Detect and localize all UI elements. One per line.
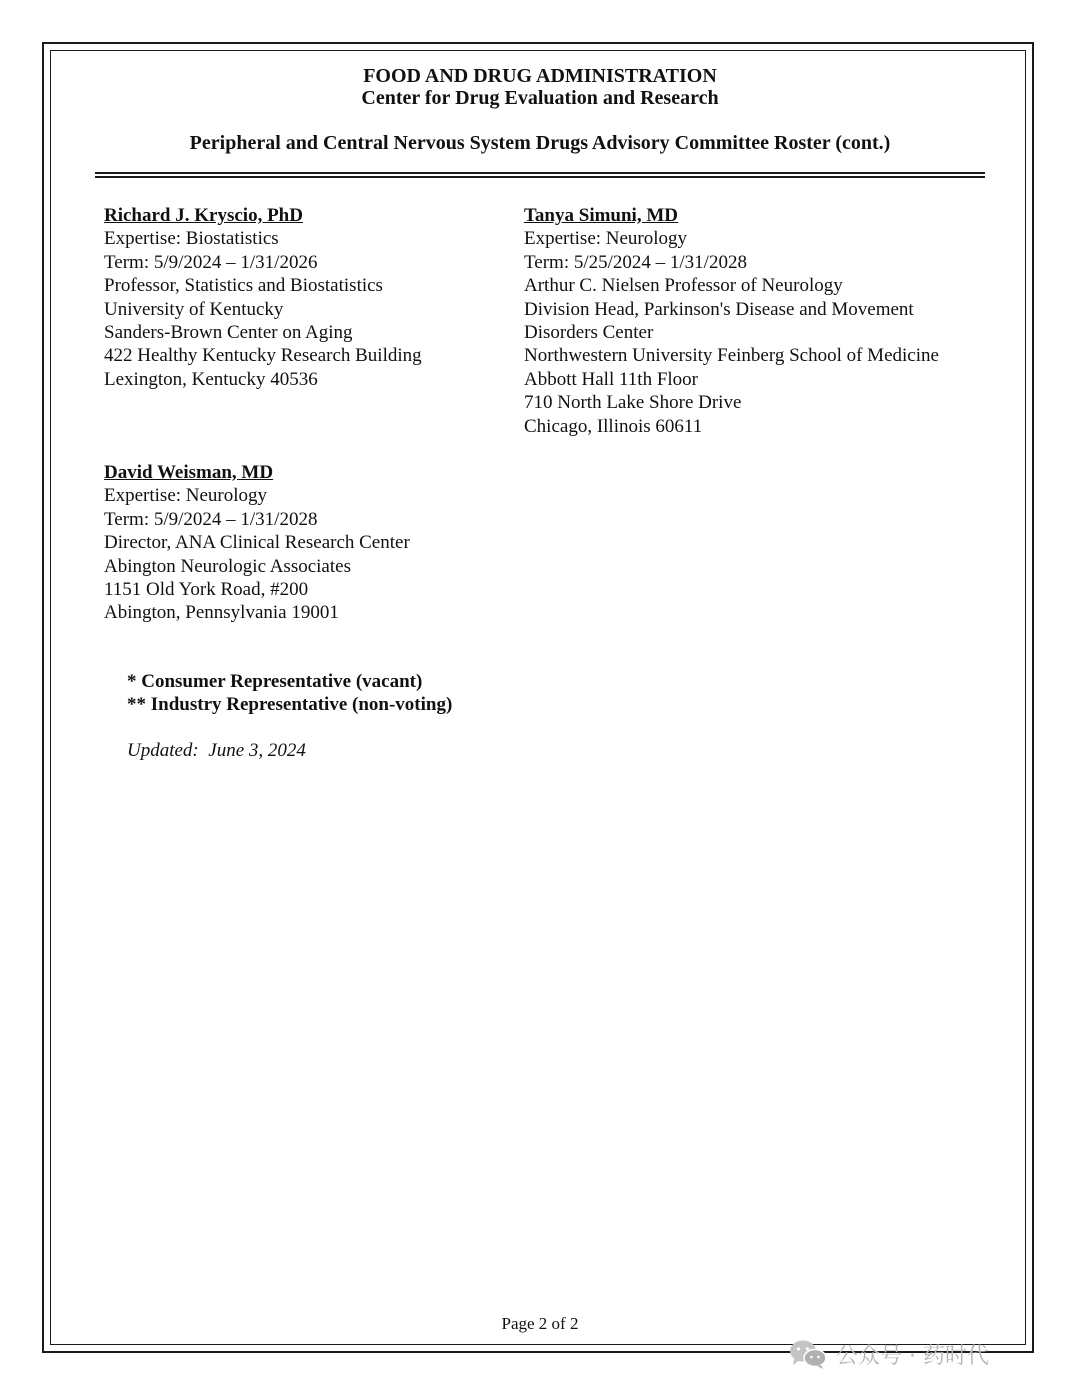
member-line: 422 Healthy Kentucky Research Building: [104, 345, 422, 367]
member-expertise: Expertise: Neurology: [104, 485, 268, 507]
member-term: Term: 5/9/2024 – 1/31/2026: [104, 251, 318, 273]
member-line: 710 North Lake Shore Drive: [524, 392, 742, 414]
member-line: Chicago, Illinois 60611: [524, 415, 703, 437]
member-line: Division Head, Parkinson's Disease and Movement: [524, 298, 914, 320]
member-simuni: [524, 204, 939, 438]
representative-notes: [127, 670, 452, 717]
member-term: Term: 5/25/2024 – 1/31/2028: [524, 251, 747, 273]
member-line: Abington, Pennsylvania 19001: [104, 602, 339, 624]
member-line: Abbott Hall 11th Floor: [524, 368, 698, 390]
member-term: Term: 5/9/2024 – 1/31/2028: [104, 508, 318, 530]
member-line: Arthur C. Nielsen Professor of Neurology: [524, 275, 843, 297]
member-line: 1151 Old York Road, #200: [104, 579, 309, 601]
committee-title: Peripheral and Central Nervous System Drugs Advisory Committee Roster (cont.): [189, 132, 891, 154]
member-line: Disorders Center: [524, 322, 654, 344]
watermark: [788, 1336, 989, 1372]
member-line: Sanders-Brown Center on Aging: [104, 322, 353, 344]
consumer-representative-note: * Consumer Representative (vacant): [127, 671, 423, 692]
member-line: Northwestern University Feinberg School of Medicine: [524, 345, 939, 367]
member-line: Director, ANA Clinical Research Center: [104, 532, 410, 554]
member-expertise: Expertise: Neurology: [524, 228, 688, 250]
member-weisman: [104, 461, 410, 625]
page-number: Page 2 of 2: [501, 1314, 579, 1333]
wechat-icon: [788, 1338, 828, 1370]
member-line: Lexington, Kentucky 40536: [104, 368, 318, 390]
center-title: Center for Drug Evaluation and Research: [361, 87, 719, 109]
member-kryscio: [104, 204, 422, 391]
watermark-text: 公众号 · 药时代: [836, 1343, 989, 1369]
member-line: University of Kentucky: [104, 298, 284, 320]
member-name: Richard J. Kryscio, PhD: [104, 205, 303, 226]
member-line: Professor, Statistics and Biostatistics: [104, 275, 383, 297]
member-name: Tanya Simuni, MD: [524, 205, 678, 226]
member-name: David Weisman, MD: [104, 462, 274, 483]
member-expertise: Expertise: Biostatistics: [104, 228, 279, 250]
industry-representative-note: ** Industry Representative (non-voting): [127, 694, 453, 716]
header-divider-bottom: [95, 176, 985, 178]
agency-title: FOOD AND DRUG ADMINISTRATION: [363, 65, 717, 87]
updated-date: Updated: June 3, 2024: [127, 740, 306, 761]
member-line: Abington Neurologic Associates: [104, 555, 351, 577]
header-divider-top: [95, 172, 985, 174]
